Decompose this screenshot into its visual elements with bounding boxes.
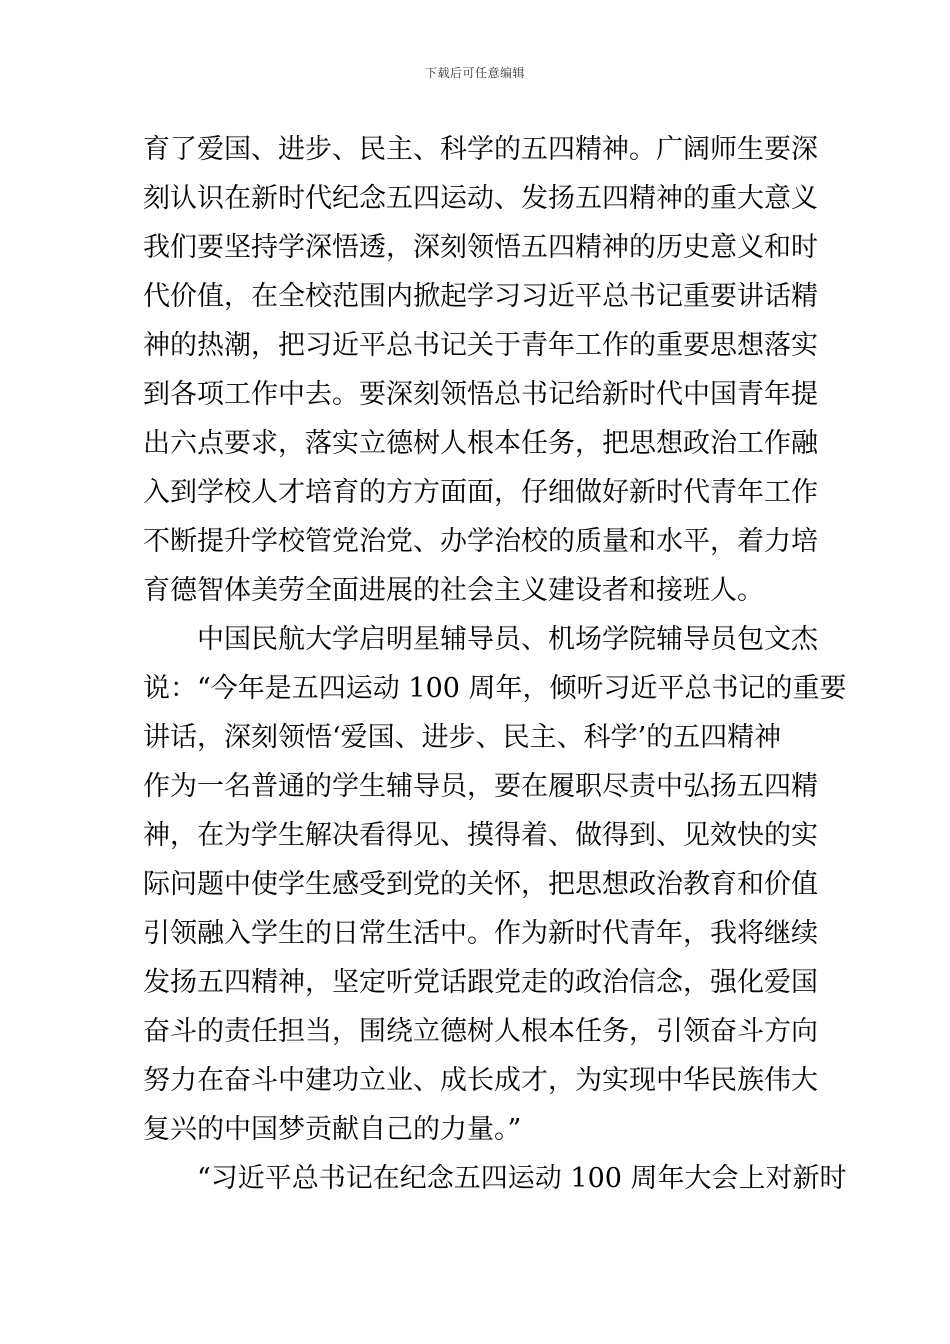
text-line: 中国民航大学启明星辅导员、机场学院辅导员包文杰 — [143, 624, 818, 655]
text-line: 刻认识在新时代纪念五四运动、发扬五四精神的重大意义 — [143, 183, 818, 214]
text-line: 入到学校人才培育的方方面面，仔细做好新时代青年工作 — [143, 477, 818, 508]
body-text — [143, 125, 847, 1203]
text-line: 育德智体美劳全面进展的社会主义建设者和接班人。 — [143, 575, 764, 606]
text-line: 不断提升学校管党治党、办学治校的质量和水平，着力培 — [143, 526, 818, 557]
text-line: 讲话，深刻领悟‘爱国、进步、民主、科学’的五四精神 — [143, 722, 782, 753]
text-line: 引领融入学生的日常生活中。作为新时代青年，我将继续 — [143, 918, 818, 949]
text-line: 我们要坚持学深悟透，深刻领悟五四精神的历史意义和时 — [143, 232, 818, 263]
text-line: 努力在奋斗中建功立业、成长成才，为实现中华民族伟大 — [143, 1065, 818, 1096]
text-line: 神的热潮，把习近平总书记关于青年工作的重要思想落实 — [143, 330, 818, 361]
text-line: 作为一名普通的学生辅导员，要在履职尽责中弘扬五四精 — [143, 771, 818, 802]
text-line: 神，在为学生解决看得见、摸得着、做得到、见效快的实 — [143, 820, 818, 851]
page-header: 下载后可任意编辑 — [424, 66, 525, 80]
text-line: 代价值，在全校范围内掀起学习习近平总书记重要讲话精 — [143, 281, 818, 312]
text-line: 奋斗的责任担当，围绕立德树人根本任务，引领奋斗方向 — [143, 1016, 818, 1047]
text-line: “习近平总书记在纪念五四运动 100 周年大会上对新时 — [143, 1163, 847, 1194]
text-line: 育了爱国、进步、民主、科学的五四精神。广阔师生要深 — [143, 134, 818, 165]
text-line: 出六点要求，落实立德树人根本任务，把思想政治工作融 — [143, 428, 818, 459]
text-line: 复兴的中国梦贡献自己的力量。” — [143, 1114, 522, 1145]
text-line: 说：“今年是五四运动 100 周年，倾听习近平总书记的重要 — [143, 673, 847, 704]
text-line: 际问题中使学生感受到党的关怀，把思想政治教育和价值 — [143, 869, 818, 900]
text-line: 发扬五四精神，坚定听党话跟党走的政治信念，强化爱国 — [143, 967, 818, 998]
text-line: 到各项工作中去。要深刻领悟总书记给新时代中国青年提 — [143, 379, 818, 410]
